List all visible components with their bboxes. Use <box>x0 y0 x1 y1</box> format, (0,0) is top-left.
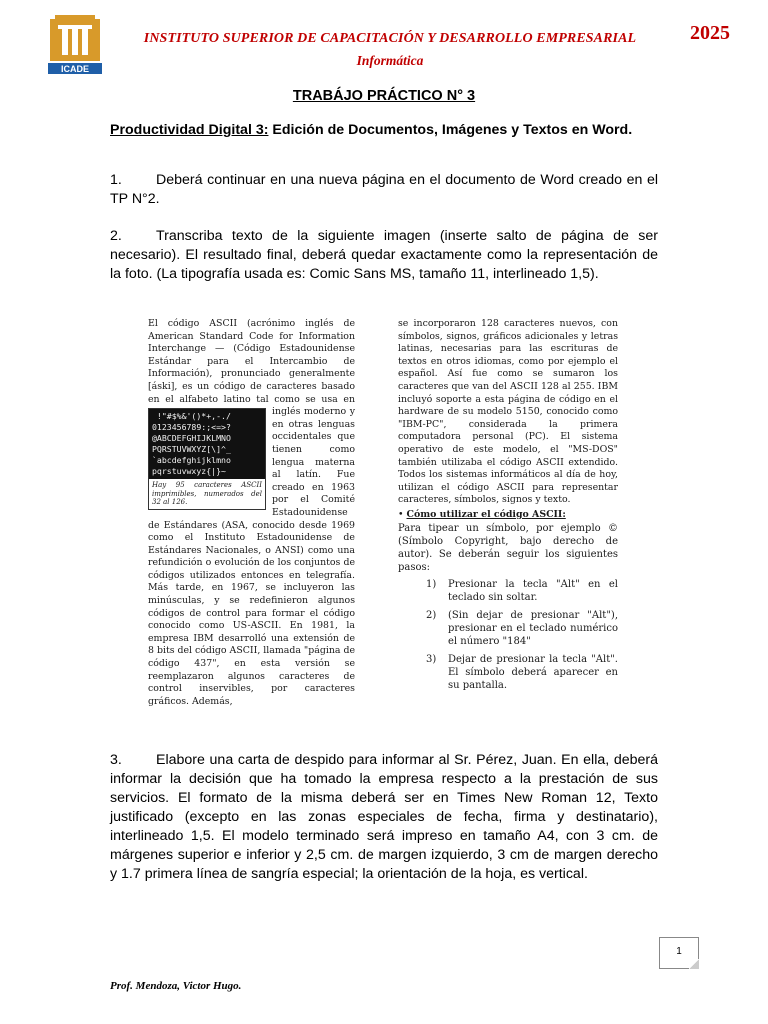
page-number-box <box>659 937 699 969</box>
subtitle-text: Edición de Documentos, Imágenes y Textos en Word. <box>268 122 633 138</box>
how-to-intro: Para tipear un símbolo, por ejemplo © (Símbolo Copyright, bajo derecho de autor). Se deberán seguir los siguientes pasos: <box>398 522 618 573</box>
item-number: 2. <box>110 228 122 244</box>
sample-right-text: se incorporaron 128 caracteres nuevos, con símbolos, signos, gráficos adicionales y letras latinas, necesarias para las escrituras de textos en otros idiomas, como por ejemplo el español. Así fue como se sumaron los caracteres que van del ASCII 128 al 255. IBM incluyó soporte a esta página de código en el hardware de su modelo 5150, conocido como "IBM-PC", considerada la primera computadora personal (PC). El sistema operativo de este modelo, el "MS-DOS" también utilizaba el código ASCII extendido. Todos los sistemas informáticos al día de hoy, utilizan el código ASCII para representar caracteres, símbolos, signos y texto. <box>398 318 618 506</box>
sample-left-intro: El código ASCII (acrónimo inglés de American Standard Code for Information Interchange — (Código Estadounidense Estándar para el Intercambio de Información), pronunciado generalmente [áski], es un código de caracteres basado en el alfabeto latino tal como se usa en inglés <box>148 318 355 418</box>
how-to-title: Cómo utilizar el código ASCII: <box>406 508 566 520</box>
sample-left-column <box>148 318 355 708</box>
item-text: Elabore una carta de despido para informar al Sr. Pérez, Juan. En ella, deberá informar la decisión que ha tomado la empresa respecto a la prestación de sus servicios. El formato de la misma deberá ser en Times New Roman 12, Texto justificado (excepto en las zonas especiales de fecha, firma y destinatario), interlineado 1,5. El modelo terminado será impreso en tamaño A4, con 3 cm. de márgenes superior e inferior y 2,5 cm. de margen izquierdo, 3 cm de margen derecho y 1.7 primera línea de sangría especial; la orientación de la hoja, es vertical. <box>110 752 658 882</box>
bullet-icon: • <box>398 508 407 520</box>
ascii-table: !"#$%&'()*+,-./ 0123456789:;<=>? @ABCDEFGHIJKLMNO PQRSTUVWXYZ[\]^_ `abcdefghijklmno pqrstuvwxyz{|}~ <box>149 409 265 479</box>
ascii-table-figure <box>148 408 266 510</box>
ascii-table-caption: Hay 95 caracteres ASCII imprimibles, numerados del 32 al 126. <box>152 481 262 507</box>
institution-name: INSTITUTO SUPERIOR DE CAPACITACIÓN Y DESARROLLO EMPRESARIAL <box>143 31 637 46</box>
list-item: 1) Presionar la tecla "Alt" en el teclado sin soltar. <box>426 578 618 603</box>
how-to-steps <box>426 578 618 692</box>
item-text: Deberá continuar en una nueva página en el documento de Word creado en el TP N°2. <box>110 172 658 207</box>
list-item: 3) Dejar de presionar la tecla "Alt". El símbolo deberá aparecer en su pantalla. <box>426 653 618 691</box>
instruction-item-1 <box>110 171 658 209</box>
sample-text-image <box>148 318 618 728</box>
sample-right-column <box>398 318 618 697</box>
subtitle-label: Productividad Digital 3: <box>110 122 269 138</box>
year-label: 2025 <box>690 22 730 44</box>
item-number: 1. <box>110 172 122 188</box>
item-number: 3. <box>110 752 122 768</box>
logo-text: ICADE <box>60 64 90 74</box>
instruction-item-3 <box>110 751 658 884</box>
sample-left-rest: desde 1969 como el Instituto Estadounidense de Estándares Nacionales, o ANSI) como una refundición o evolución de los conjuntos de códigos utilizados entonces en telegrafía. Más tarde, en 1967, se incluyeron las minúsculas, y se redefinieron algunos códigos de control para formar el código conocido como US-ASCII. En 1981, la empresa IBM desarrolló una extensión de 8 bits del código ASCII, llamada "página de código 437", en esta versión se reemplazaron algunos caracteres de control inservibles, por caracteres gráficos. Además, <box>148 519 356 707</box>
how-to-heading <box>398 509 618 522</box>
instruction-item-2 <box>110 227 658 284</box>
item-text: Transcriba texto de la siguiente imagen (inserte salto de página de ser necesario). El resultado final, deberá quedar exactamente como la representación de la foto. (La tipografía usada es: Comic Sans MS, tamaño 11, interlineado 1,5). <box>110 228 658 282</box>
document-subtitle <box>110 121 658 140</box>
list-item: 2) (Sin dejar de presionar "Alt"), presionar en el teclado numérico el número "184" <box>426 609 618 647</box>
sample-left-wrap: moderno y en otras lenguas occidentales que tienen como lengua materna al latín. Fue creado en 1963 por el Comité Estadounidense de Estándares (ASA, conocido <box>148 406 355 531</box>
page-number: 1 <box>676 946 682 957</box>
icade-logo <box>46 13 104 75</box>
footer-author: Prof. Mendoza, Victor Hugo. <box>110 980 242 992</box>
document-title: TRABÁJO PRÁCTICO N° 3 <box>292 88 476 104</box>
subject-name: Informática <box>356 53 424 68</box>
